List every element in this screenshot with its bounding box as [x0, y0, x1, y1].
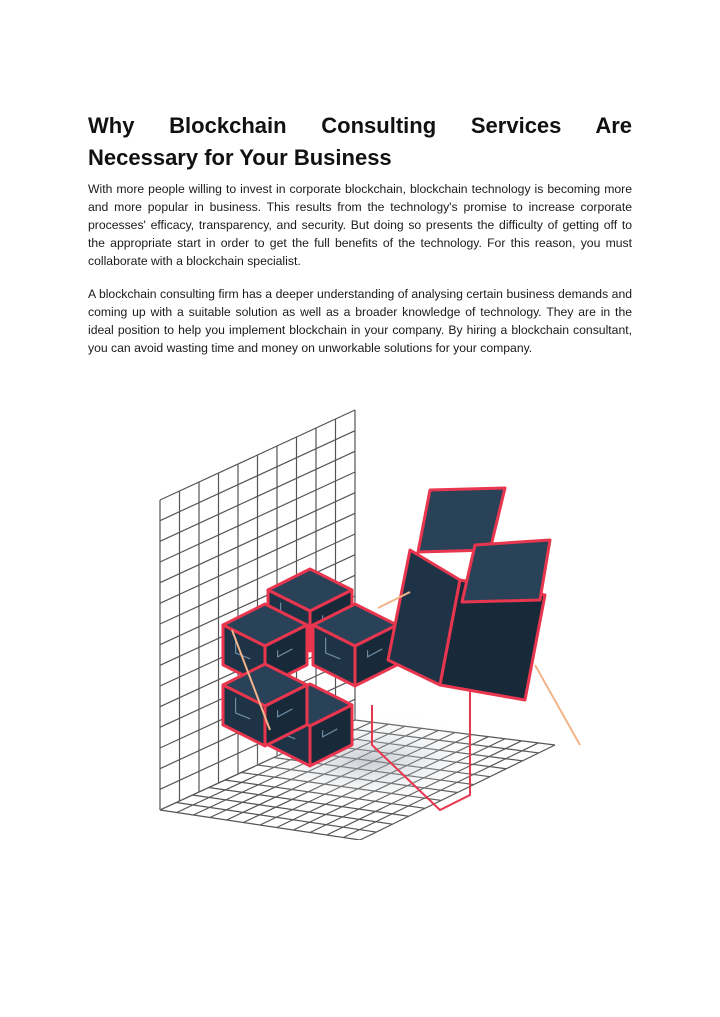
accent-line-right — [535, 665, 580, 745]
consulting-paragraph: A blockchain consulting firm has a deeper understanding of analysing certain business demands and coming up with a suitable solution as well as a broader knowledge of technology. They are in the ideal position to help you implement blockchain in your company. By hiring a blockchain consultant, you can avoid wasting time and money on unworkable solutions for your company. — [88, 287, 632, 355]
page-title: Why Blockchain Consulting Services Are Necessary for Your Business — [88, 113, 632, 170]
blockchain-cubes-illustration — [140, 400, 600, 840]
intro-paragraph: With more people willing to invest in corporate blockchain, blockchain technology is becoming more and more popular in business. This results from the technology's promise to increase corporate processes' efficacy, transparency, and security. But doing so presents the difficulty of getting off to the appropriate start in order to get the full benefits of the technology. For this reason, you must collaborate with a blockchain specialist. — [88, 182, 632, 268]
floating-panel-top-right — [462, 540, 550, 602]
